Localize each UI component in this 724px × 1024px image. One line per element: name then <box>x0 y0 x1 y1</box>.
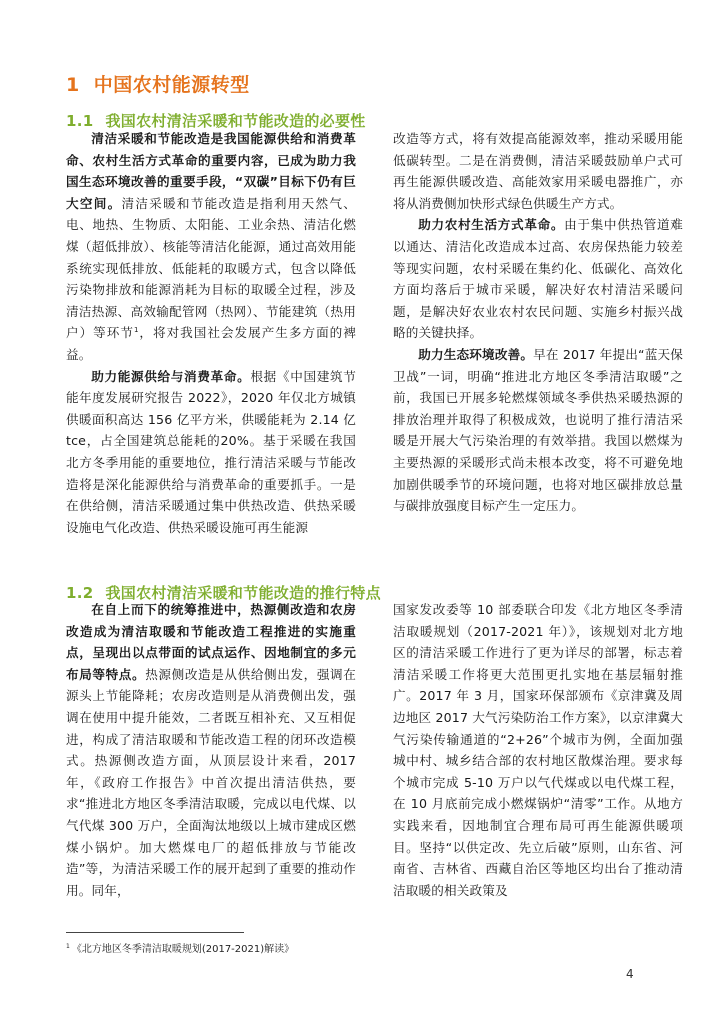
section-1-1-right-column <box>393 128 683 568</box>
paragraph-continued: 改造等方式，将有效提高能源效率，推动采暖用能低碳转型。二是在消费侧，清洁采暖鼓励单户式可再生能源供暖改造、高能效家用采暖电器推广，亦将从消费侧加快形式绿色供暖生产方式。 <box>393 131 683 211</box>
footnote <box>66 940 294 955</box>
section-1-1-left-column <box>66 128 356 568</box>
paragraph-text: 由于集中供热管道难以通达、清洁化改造成本过高、农房保热能力较差等现实问题，农村采暖在集约化、低碳化、高效化方面均落后于城市采暖，解决好农村清洁采暖问题，是解决好农业农村农民问题、实施乡村振兴战略的关键抉择。 <box>393 217 683 341</box>
paragraph <box>393 344 683 517</box>
page-number: 4 <box>626 967 634 981</box>
footnote-mark: 1 <box>66 942 70 950</box>
paragraph <box>66 599 356 901</box>
footnote-ref: 1 <box>133 326 139 335</box>
paragraph-text: 根据《中国建筑节能年度发展研究报告 2022》，2020 年仅北方城镇供暖面积高达 156 亿平方米，供暖能耗为 2.14 亿 tce，占全国建筑总能耗的20%。基于采暖在我国北方冬季用能的重要地位，推行清洁采暖与节能改造将是深化能源供给与消费革命的重要抓手。一是在供给侧，清洁采暖通过集中供热改造、供热采暖设施电气化改造、供热采暖设施可再生能源 <box>66 368 356 535</box>
chapter-number: 1 <box>66 74 80 96</box>
section-title: 我国农村清洁采暖和节能改造的必要性 <box>105 112 366 130</box>
section-1-2-right-column <box>393 599 683 929</box>
chapter-heading <box>66 70 250 97</box>
section-title: 我国农村清洁采暖和节能改造的推行特点 <box>105 584 381 602</box>
section-number: 1.2 <box>66 584 94 602</box>
paragraph-text: 热源侧改造是从供给侧出发，强调在源头上节能降耗；农房改造则是从消费侧出发，强调在使用中提升能效，二者既互相补充、又互相促进，构成了清洁取暖和节能改造工程的闭环改造模式。热源侧改造方面，从顶层设计来看，2017 年，《政府工作报告》中首次提出清洁供热，要求“推进北方地区冬季清洁取暖，完成以电代煤、以气代煤 300 万户，全面淘汰地级以上城市建成区燃煤小锅炉。加大燃煤电厂的超低排放与节能改造”等，为清洁采暖工作的展开起到了重要的推动作用。同年， <box>66 666 356 898</box>
section-number: 1.1 <box>66 112 94 130</box>
footnote-text: 《北方地区冬季清洁取暖规划(2017-2021)解读》 <box>71 944 295 955</box>
paragraph-text: ，将对我国社会发展产生多方面的裨益。 <box>66 325 356 362</box>
paragraph-text: 清洁采暖和节能改造是指利用天然气、电、地热、生物质、太阳能、工业余热、清洁化燃煤（超低排放）、核能等清洁化能源，通过高效用能系统实现低排放、低能耗的取暖方式，包含以降低污染物排放和能源消耗为目标的取暖全过程，涉及清洁热源、高效输配管网（热网）、节能建筑（热用户）等环节 <box>66 195 356 341</box>
section-1-2-left-column <box>66 599 356 929</box>
paragraph-lead: 助力能源供给与消费革命。 <box>91 368 251 384</box>
paragraph-continued: 国家发改委等 10 部委联合印发《北方地区冬季清洁取暖规划（2017-2021 年）》，该规划对北方地区的清洁采暖工作进行了更为详尽的部署，标志着清洁采暖工作将更大范围更扎实地在基层辐射推广。2017 年 3 月，国家环保部颁布《京津冀及周边地区 2017 大气污染防治工作方案》，以京津冀大气污染传输通道的“2+26”个城市为例，全面加强城中村、城乡结合部的农村地区散煤治理。要求每个城市完成 5-10 万户以气代煤或以电代煤工程，在 10 月底前完成小燃煤锅炉“清零”工作。从地方实践来看，因地制宜合理布局可再生能源供暖项目。坚持“以供定改、先立后破”原则，山东省、河南省、吉林省、西藏自治区等地区均出台了推动清洁取暖的相关政策及 <box>393 602 683 898</box>
chapter-title: 中国农村能源转型 <box>93 74 250 96</box>
paragraph <box>66 128 356 366</box>
paragraph-text: 早在 2017 年提出“蓝天保卫战”一词，明确“推进北方地区冬季清洁取暖”之前，我国已开展多轮燃煤领域冬季供热采暖热源的排放治理并取得了积极成效，也说明了推行清洁采暖是开展大气污染治理的有效举措。我国以燃煤为主要热源的采暖形式尚未根本改变，将不可避免地加剧供暖季节的环境问题，也将对地区碳排放总量与碳排放强度目标产生一定压力。 <box>393 346 683 514</box>
paragraph-lead: 助力农村生活方式革命。 <box>418 217 565 233</box>
paragraph-lead: 在自上而下的统筹推进中，热源侧改造和农房改造成为清洁取暖和节能改造工程推进的实施重点，呈现出以点带面的试点运作、因地制宜的多元布局等特点。 <box>66 602 356 682</box>
paragraph <box>66 366 356 539</box>
paragraph-lead: 助力生态环境改善。 <box>418 346 534 362</box>
footnote-divider <box>66 932 244 933</box>
paragraph <box>393 214 683 344</box>
paragraph-lead: 清洁采暖和节能改造是我国能源供给和消费革命、农村生活方式革命的重要内容，已成为助力我国生态环境改善的重要手段，“双碳”目标下仍有巨大空间。 <box>66 131 356 211</box>
